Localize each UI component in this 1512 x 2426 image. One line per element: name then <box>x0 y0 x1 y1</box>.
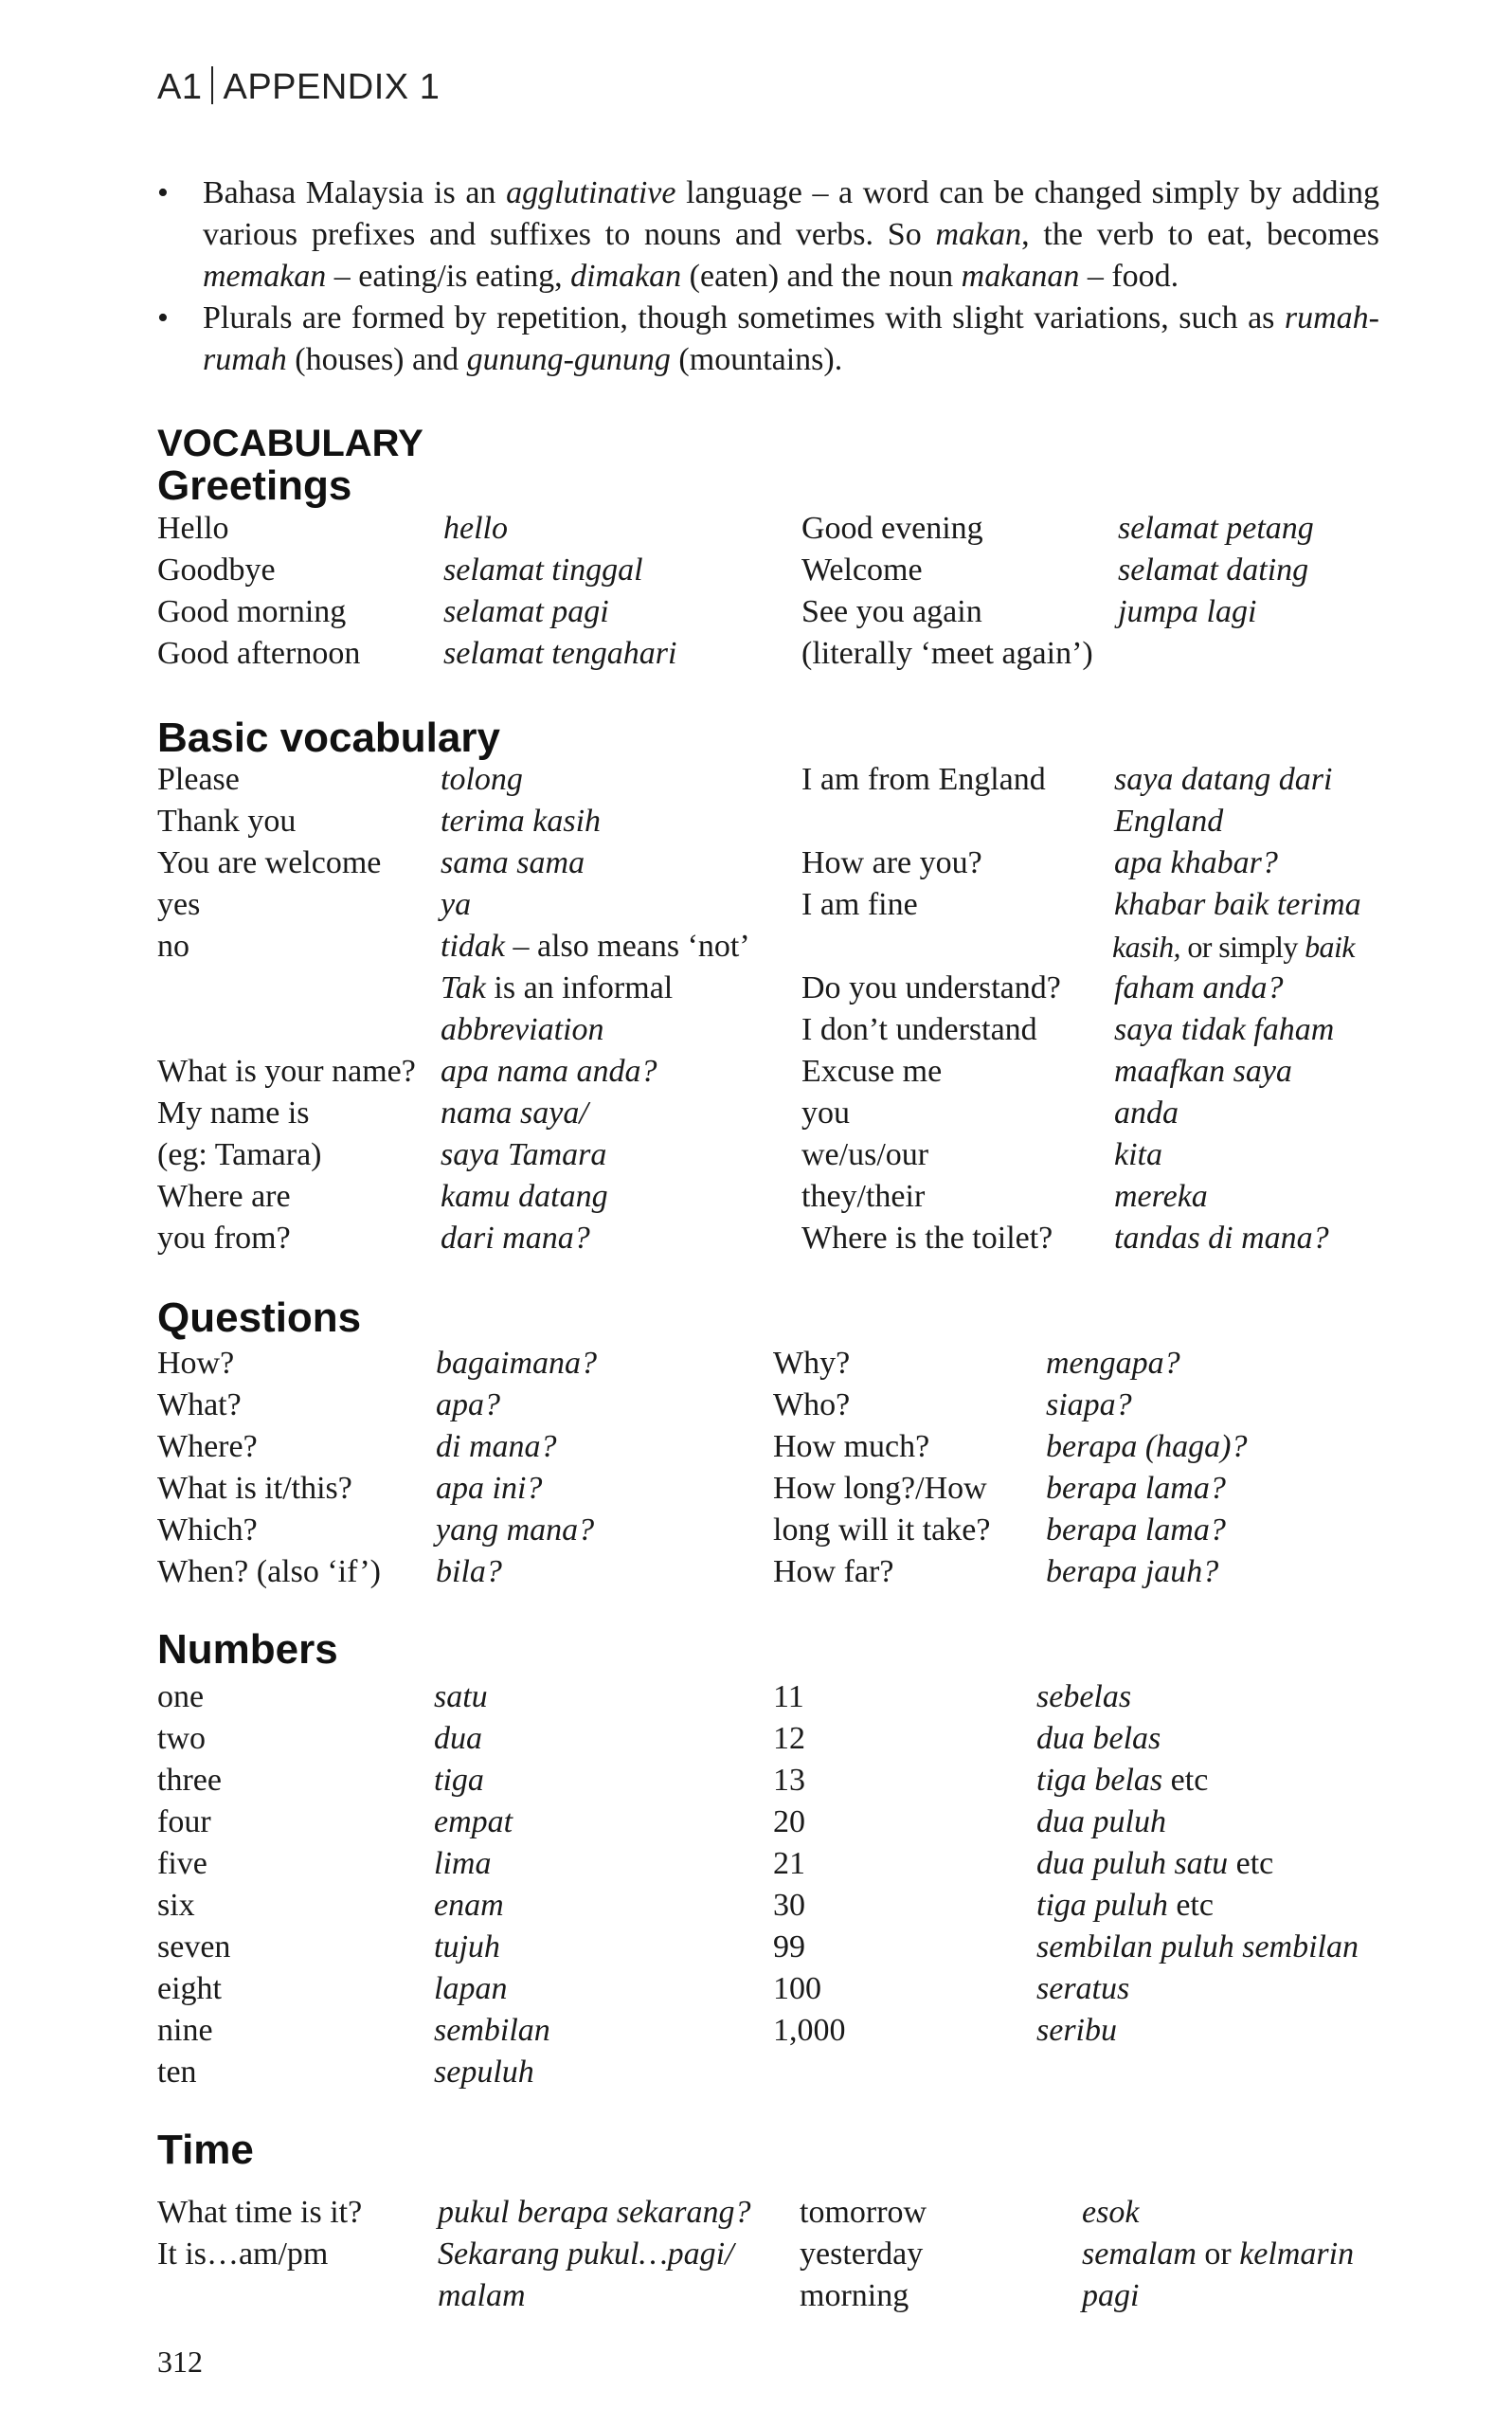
numbers-row-3-col-1: empat <box>434 1804 513 1839</box>
greetings-row-2-col-1: selamat pagi <box>443 594 609 629</box>
number-word: tiga belas <box>1036 1763 1163 1798</box>
term: dimakan <box>570 259 682 294</box>
basic-row-2-col-1: sama sama <box>441 845 585 880</box>
time-row-2-col-3: pagi <box>1082 2278 1140 2313</box>
numbers-row-8-col-0: nine <box>157 2013 213 2048</box>
questions-row-5-col-1: bila? <box>436 1554 502 1589</box>
numbers-row-0-col-2: 11 <box>773 1679 804 1714</box>
questions-row-5-col-2: How far? <box>773 1554 894 1589</box>
text: – also means ‘not’ <box>504 929 750 964</box>
questions-row-2-col-0: Where? <box>157 1429 258 1464</box>
basic-row-8-col-2: you <box>801 1095 850 1131</box>
time-row-0-col-1: pukul berapa sekarang? <box>438 2195 751 2230</box>
term: rumah-rumah <box>203 300 1379 377</box>
basic-row-1-col-3: England <box>1114 804 1224 839</box>
basic-row-8-col-3: anda <box>1114 1095 1179 1131</box>
questions-row-4-col-0: Which? <box>157 1512 258 1548</box>
questions-heading: Questions <box>157 1294 362 1341</box>
basic-row-3-col-0: yes <box>157 887 201 922</box>
numbers-heading: Numbers <box>157 1626 338 1673</box>
basic-row-3-col-3: khabar baik terima <box>1114 887 1361 922</box>
basic-row-0-col-2: I am from England <box>801 762 1046 797</box>
numbers-row-2-col-2: 13 <box>773 1763 805 1798</box>
questions-row-3-col-1: apa ini? <box>436 1471 543 1506</box>
numbers-row-5-col-0: six <box>157 1888 195 1923</box>
questions-row-3-col-2: How long?/How <box>773 1471 987 1506</box>
running-header <box>157 66 440 108</box>
numbers-row-0-col-3: sebelas <box>1036 1679 1132 1714</box>
vocabulary-heading: VOCABULARY <box>157 423 423 464</box>
basic-row-10-col-2: they/their <box>801 1179 926 1214</box>
text: , the verb to eat, becomes <box>1021 217 1379 252</box>
number-word: dua puluh satu <box>1036 1846 1229 1881</box>
questions-row-4-col-2: long will it take? <box>773 1512 991 1548</box>
questions-row-1-col-0: What? <box>157 1387 242 1422</box>
time-row-1-col-1: Sekarang pukul…pagi/ <box>438 2236 734 2272</box>
questions-row-1-col-1: apa? <box>436 1387 500 1422</box>
numbers-row-2-col-3 <box>1036 1760 1208 1801</box>
greetings-row-3-col-1: selamat tengahari <box>443 636 677 671</box>
numbers-row-4-col-0: five <box>157 1846 207 1881</box>
basic-row-9-col-0: (eg: Tamara) <box>157 1137 322 1172</box>
basic-row-0-col-1: tolong <box>441 762 523 797</box>
term: kelmarin <box>1239 2236 1355 2272</box>
questions-row-4-col-3: berapa lama? <box>1046 1512 1226 1548</box>
numbers-row-9-col-1: sepuluh <box>434 2055 534 2090</box>
greetings-row-3-col-0: Good afternoon <box>157 636 361 671</box>
basic-row-11-col-3: tandas di mana? <box>1114 1221 1329 1256</box>
basic-row-3-col-2: I am fine <box>801 887 918 922</box>
time-row-0-col-3: esok <box>1082 2195 1140 2230</box>
numbers-row-5-col-3 <box>1036 1885 1214 1927</box>
basic-row-7-col-0: What is your name? <box>157 1054 416 1089</box>
basic-row-11-col-2: Where is the toilet? <box>801 1221 1053 1256</box>
numbers-row-1-col-0: two <box>157 1721 206 1756</box>
basic-row-9-col-1: saya Tamara <box>441 1137 607 1172</box>
questions-row-2-col-3: berapa (haga)? <box>1046 1429 1248 1464</box>
numbers-row-6-col-2: 99 <box>773 1929 805 1964</box>
basic-row-7-col-2: Excuse me <box>801 1054 943 1089</box>
basic-row-8-col-1: nama saya/ <box>441 1095 588 1131</box>
greetings-row-0-col-2: Good evening <box>801 511 983 546</box>
greetings-row-0-col-0: Hello <box>157 511 229 546</box>
basic-row-10-col-0: Where are <box>157 1179 291 1214</box>
basic-row-2-col-2: How are you? <box>801 845 982 880</box>
time-row-0-col-0: What time is it? <box>157 2195 363 2230</box>
questions-row-3-col-3: berapa lama? <box>1046 1471 1226 1506</box>
questions-row-2-col-1: di mana? <box>436 1429 557 1464</box>
questions-row-5-col-3: berapa jauh? <box>1046 1554 1219 1589</box>
basic-row-0-col-0: Please <box>157 762 240 797</box>
basic-vocabulary-heading: Basic vocabulary <box>157 715 500 761</box>
numbers-row-4-col-2: 21 <box>773 1846 805 1881</box>
numbers-row-7-col-1: lapan <box>434 1971 508 2006</box>
questions-row-0-col-0: How? <box>157 1346 235 1381</box>
tak-note <box>441 968 673 1009</box>
greetings-row-0-col-3: selamat petang <box>1118 511 1314 546</box>
numbers-row-2-col-0: three <box>157 1763 222 1798</box>
basic-row-1-col-0: Thank you <box>157 804 297 839</box>
term: makanan <box>961 259 1080 294</box>
greetings-row-2-col-3: jumpa lagi <box>1118 594 1257 629</box>
greetings-heading: Greetings <box>157 462 352 509</box>
etc-note: etc <box>1167 1888 1214 1923</box>
header-divider <box>211 66 213 104</box>
numbers-row-7-col-3: seratus <box>1036 1971 1130 2006</box>
numbers-row-3-col-0: four <box>157 1804 211 1839</box>
basic-row-2-col-0: You are welcome <box>157 845 382 880</box>
term: gunung-gunung <box>466 342 671 377</box>
bullet-agglutinative <box>157 172 1379 298</box>
number-word: tiga puluh <box>1036 1888 1168 1923</box>
basic-row-9-col-3: kita <box>1114 1137 1162 1172</box>
term: semalam <box>1082 2236 1197 2272</box>
questions-row-3-col-0: What is it/this? <box>157 1471 352 1506</box>
greetings-row-1-col-1: selamat tinggal <box>443 552 643 588</box>
numbers-row-5-col-2: 30 <box>773 1888 805 1923</box>
etc-note: etc <box>1228 1846 1274 1881</box>
basic-row-7-col-3: maafkan saya <box>1114 1054 1292 1089</box>
text: or simply <box>1179 930 1305 964</box>
term: baik <box>1305 930 1355 964</box>
basic-row-9-col-2: we/us/our <box>801 1137 929 1172</box>
time-row-0-col-2: tomorrow <box>800 2195 927 2230</box>
questions-row-0-col-2: Why? <box>773 1346 851 1381</box>
basic-row-5-col-2: Do you understand? <box>801 970 1061 1005</box>
questions-row-4-col-1: yang mana? <box>436 1512 595 1548</box>
numbers-row-5-col-1: enam <box>434 1888 504 1923</box>
numbers-row-3-col-2: 20 <box>773 1804 805 1839</box>
text: or <box>1196 2236 1240 2272</box>
numbers-row-0-col-1: satu <box>434 1679 488 1714</box>
numbers-row-0-col-0: one <box>157 1679 205 1714</box>
basic-row-6-col-2: I don’t understand <box>801 1012 1037 1047</box>
text: is an informal <box>485 970 674 1005</box>
text: – food. <box>1079 259 1179 294</box>
numbers-row-7-col-0: eight <box>157 1971 222 2006</box>
greetings-row-0-col-1: hello <box>443 511 508 546</box>
intro-bullets <box>157 172 1379 381</box>
numbers-row-1-col-1: dua <box>434 1721 482 1756</box>
text: (eaten) and the noun <box>681 259 962 294</box>
text: (houses) and <box>286 342 467 377</box>
basic-row-4-col-0: no <box>157 929 189 964</box>
basic-row-6-col-1: abbreviation <box>441 1012 604 1047</box>
basic-row-6-col-3: saya tidak faham <box>1114 1012 1335 1047</box>
i-am-fine-translation-cont <box>1112 926 1355 968</box>
basic-row-1-col-1: terima kasih <box>441 804 602 839</box>
etc-note: etc <box>1162 1763 1209 1798</box>
no-translation <box>441 926 750 968</box>
greetings-row-1-col-0: Goodbye <box>157 552 276 588</box>
numbers-row-1-col-2: 12 <box>773 1721 805 1756</box>
questions-row-0-col-3: mengapa? <box>1046 1346 1180 1381</box>
basic-row-7-col-1: apa nama anda? <box>441 1054 657 1089</box>
bullet-plurals <box>157 298 1379 381</box>
term: agglutinative <box>506 175 676 210</box>
numbers-row-6-col-1: tujuh <box>434 1929 500 1964</box>
greetings-row-2-col-2: See you again <box>801 594 982 629</box>
basic-row-3-col-1: ya <box>441 887 472 922</box>
numbers-row-6-col-3: sembilan puluh sembilan <box>1036 1929 1359 1964</box>
page-number: 312 <box>157 2345 203 2379</box>
basic-row-0-col-3: saya datang dari <box>1114 762 1333 797</box>
time-row-1-col-0: It is…am/pm <box>157 2236 329 2272</box>
basic-row-2-col-3: apa khabar? <box>1114 845 1278 880</box>
text: (mountains). <box>670 342 843 377</box>
term: makan <box>935 217 1022 252</box>
greetings-row-1-col-3: selamat dating <box>1118 552 1309 588</box>
term: Tak <box>441 970 486 1005</box>
numbers-row-3-col-3: dua puluh <box>1036 1804 1166 1839</box>
appendix-code: A1 <box>157 67 203 107</box>
basic-row-8-col-0: My name is <box>157 1095 310 1131</box>
text: Bahasa Malaysia is an <box>203 175 507 210</box>
time-row-2-col-1: malam <box>438 2278 526 2313</box>
greetings-row-3-col-2: (literally ‘meet again’) <box>801 636 1093 671</box>
numbers-row-1-col-3: dua belas <box>1036 1721 1161 1756</box>
time-heading: Time <box>157 2127 254 2173</box>
time-row-1-col-2: yesterday <box>800 2236 924 2272</box>
text: Plurals are formed by repetition, though sometimes with slight variations, such as <box>203 300 1285 335</box>
yesterday-translation <box>1082 2234 1354 2275</box>
numbers-row-6-col-0: seven <box>157 1929 231 1964</box>
basic-row-11-col-0: you from? <box>157 1221 291 1256</box>
numbers-row-8-col-1: sembilan <box>434 2013 550 2048</box>
numbers-row-7-col-2: 100 <box>773 1971 821 2006</box>
numbers-row-8-col-3: seribu <box>1036 2013 1117 2048</box>
numbers-row-9-col-0: ten <box>157 2055 197 2090</box>
questions-row-1-col-3: siapa? <box>1046 1387 1132 1422</box>
numbers-row-2-col-1: tiga <box>434 1763 484 1798</box>
term: kasih, <box>1112 930 1180 964</box>
term: memakan <box>203 259 327 294</box>
term: tidak <box>441 929 505 964</box>
questions-row-1-col-2: Who? <box>773 1387 851 1422</box>
basic-row-11-col-1: dari mana? <box>441 1221 590 1256</box>
numbers-row-4-col-3 <box>1036 1843 1273 1885</box>
time-row-2-col-2: morning <box>800 2278 909 2313</box>
numbers-row-8-col-2: 1,000 <box>773 2013 846 2048</box>
questions-row-2-col-2: How much? <box>773 1429 930 1464</box>
questions-row-5-col-0: When? (also ‘if’) <box>157 1554 381 1589</box>
questions-row-0-col-1: bagaimana? <box>436 1346 597 1381</box>
text: language – a word can be changed simply by adding various prefixes and suffixes to nouns and verbs. So <box>203 175 1380 252</box>
basic-row-10-col-3: mereka <box>1114 1179 1208 1214</box>
appendix-title: APPENDIX 1 <box>223 67 441 107</box>
greetings-row-1-col-2: Welcome <box>801 552 923 588</box>
basic-row-10-col-1: kamu datang <box>441 1179 608 1214</box>
basic-row-5-col-3: faham anda? <box>1114 970 1284 1005</box>
text: – eating/is eating, <box>326 259 571 294</box>
greetings-row-2-col-0: Good morning <box>157 594 347 629</box>
numbers-row-4-col-1: lima <box>434 1846 492 1881</box>
